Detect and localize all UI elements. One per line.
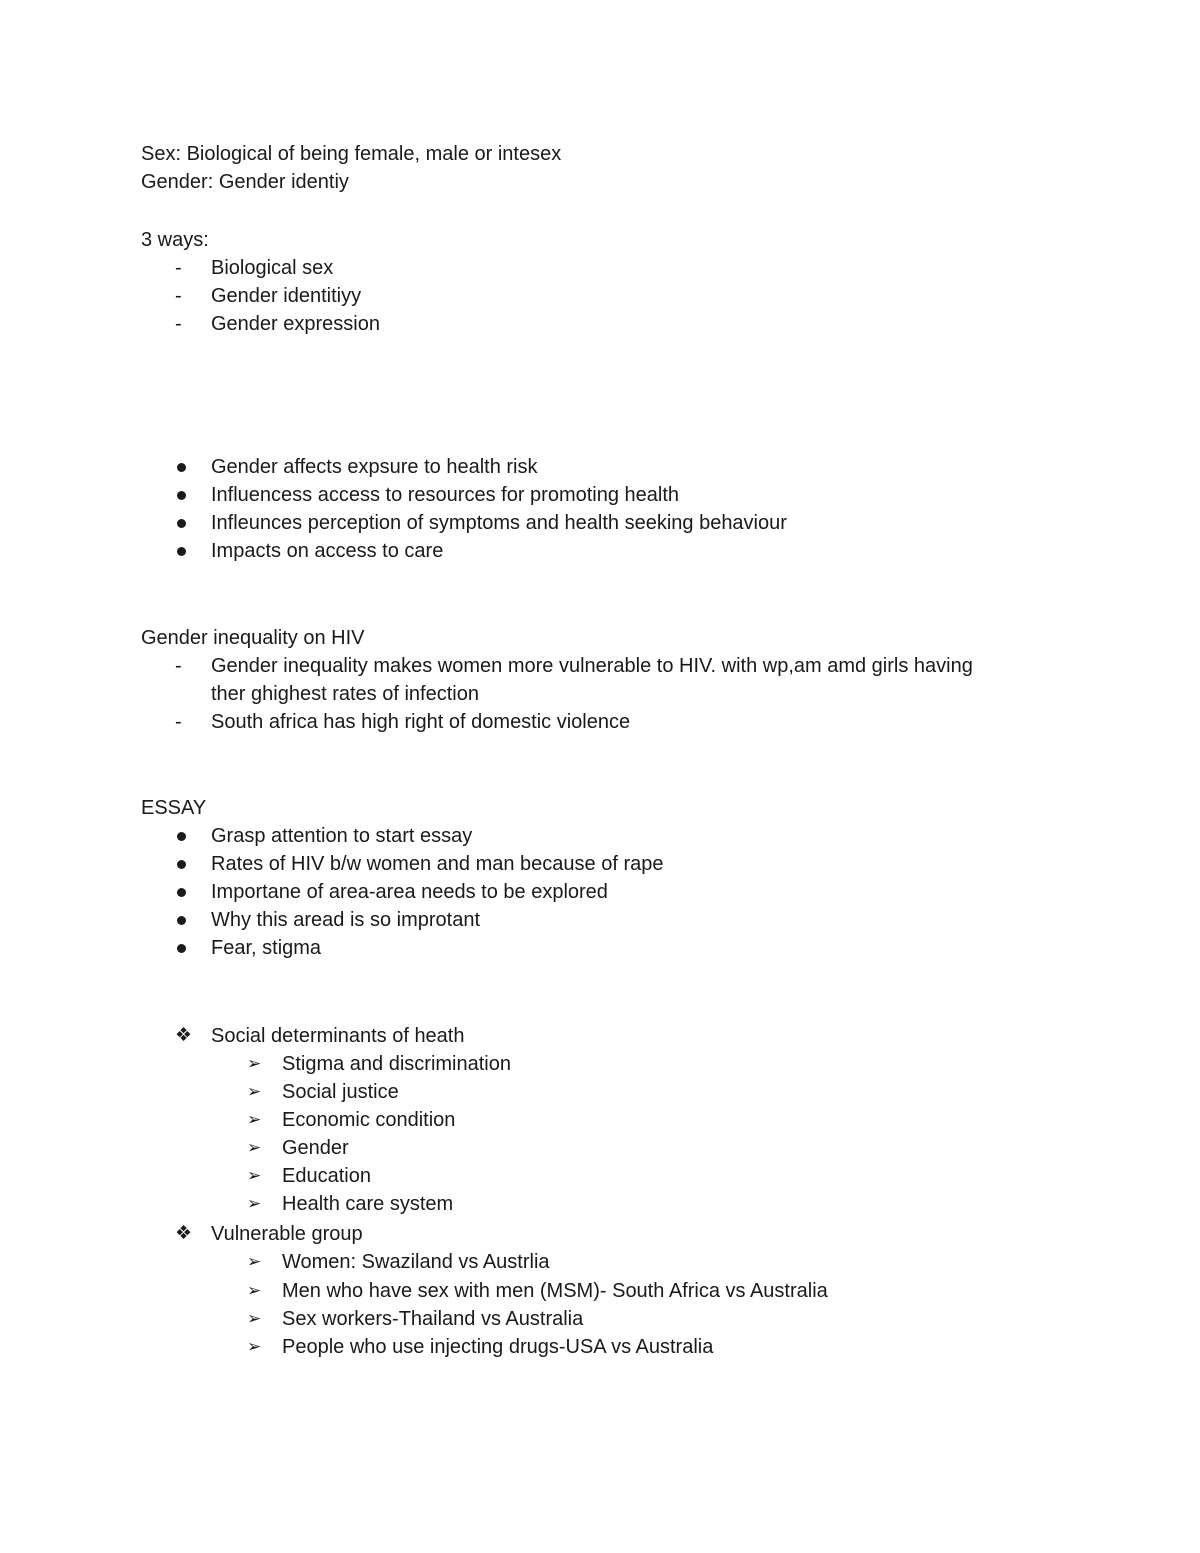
dot-bullet-icon bbox=[177, 519, 186, 528]
list-item: Why this aread is so improtant bbox=[211, 909, 480, 931]
list-item: Education bbox=[282, 1165, 371, 1187]
list-item: Social justice bbox=[282, 1081, 399, 1103]
arrow-bullet-icon: ➢ bbox=[247, 1110, 262, 1129]
list-item: Health care system bbox=[282, 1193, 454, 1215]
list-item: People who use injecting drugs-USA vs Australia bbox=[282, 1336, 714, 1358]
dot-bullet-icon bbox=[177, 888, 186, 897]
hiv-heading: Gender inequality on HIV bbox=[141, 627, 365, 649]
dot-bullet-icon bbox=[177, 832, 186, 841]
dot-bullet-icon bbox=[177, 463, 186, 472]
essay-heading: ESSAY bbox=[141, 797, 207, 819]
list-item: Gender expression bbox=[211, 313, 380, 335]
list-item: Gender bbox=[282, 1137, 349, 1159]
list-item: Economic condition bbox=[282, 1109, 456, 1131]
dash-bullet: - bbox=[175, 655, 182, 677]
list-item: Importane of area-area needs to be explored bbox=[211, 881, 608, 903]
arrow-bullet-icon: ➢ bbox=[247, 1082, 262, 1101]
list-item: Grasp attention to start essay bbox=[211, 825, 473, 847]
dash-bullet: - bbox=[175, 711, 182, 733]
list-item: Gender inequality makes women more vulnerable to HIV. with wp,am amd girls having bbox=[211, 655, 973, 677]
gender-definition: Gender: Gender identiy bbox=[141, 171, 349, 193]
arrow-bullet-icon: ➢ bbox=[247, 1309, 262, 1328]
list-item: Women: Swaziland vs Austrlia bbox=[282, 1251, 550, 1273]
dash-bullet: - bbox=[175, 257, 182, 279]
arrow-bullet-icon: ➢ bbox=[247, 1337, 262, 1356]
vulnerable-heading: Vulnerable group bbox=[211, 1223, 363, 1245]
list-item: Fear, stigma bbox=[211, 937, 322, 959]
list-item: Gender identitiyy bbox=[211, 285, 362, 307]
dot-bullet-icon bbox=[177, 860, 186, 869]
list-item: Influencess access to resources for promoting health bbox=[211, 484, 680, 506]
arrow-bullet-icon: ➢ bbox=[247, 1194, 262, 1213]
dot-bullet-icon bbox=[177, 491, 186, 500]
list-item: Men who have sex with men (MSM)- South Africa vs Australia bbox=[282, 1280, 828, 1302]
list-item: Sex workers-Thailand vs Australia bbox=[282, 1308, 584, 1330]
arrow-bullet-icon: ➢ bbox=[247, 1281, 262, 1300]
sex-definition: Sex: Biological of being female, male or intesex bbox=[141, 143, 562, 165]
list-item: Gender affects expsure to health risk bbox=[211, 456, 538, 478]
diamond-bullet-icon: ❖ bbox=[175, 1025, 193, 1046]
ways-heading: 3 ways: bbox=[141, 229, 209, 251]
list-item: Rates of HIV b/w women and man because of rape bbox=[211, 853, 664, 875]
arrow-bullet-icon: ➢ bbox=[247, 1166, 262, 1185]
list-item: Stigma and discrimination bbox=[282, 1053, 511, 1075]
list-item: Infleunces perception of symptoms and health seeking behaviour bbox=[211, 512, 787, 534]
diamond-bullet-icon: ❖ bbox=[175, 1223, 193, 1244]
dash-bullet: - bbox=[175, 285, 182, 307]
arrow-bullet-icon: ➢ bbox=[247, 1252, 262, 1271]
dot-bullet-icon bbox=[177, 944, 186, 953]
dot-bullet-icon bbox=[177, 916, 186, 925]
arrow-bullet-icon: ➢ bbox=[247, 1054, 262, 1073]
list-item-continuation: ther ghighest rates of infection bbox=[211, 683, 479, 705]
list-item: South africa has high right of domestic violence bbox=[211, 711, 631, 733]
list-item: Biological sex bbox=[211, 257, 334, 279]
list-item: Impacts on access to care bbox=[211, 540, 444, 562]
dot-bullet-icon bbox=[177, 547, 186, 556]
dash-bullet: - bbox=[175, 313, 182, 335]
arrow-bullet-icon: ➢ bbox=[247, 1138, 262, 1157]
determinants-heading: Social determinants of heath bbox=[211, 1025, 465, 1047]
